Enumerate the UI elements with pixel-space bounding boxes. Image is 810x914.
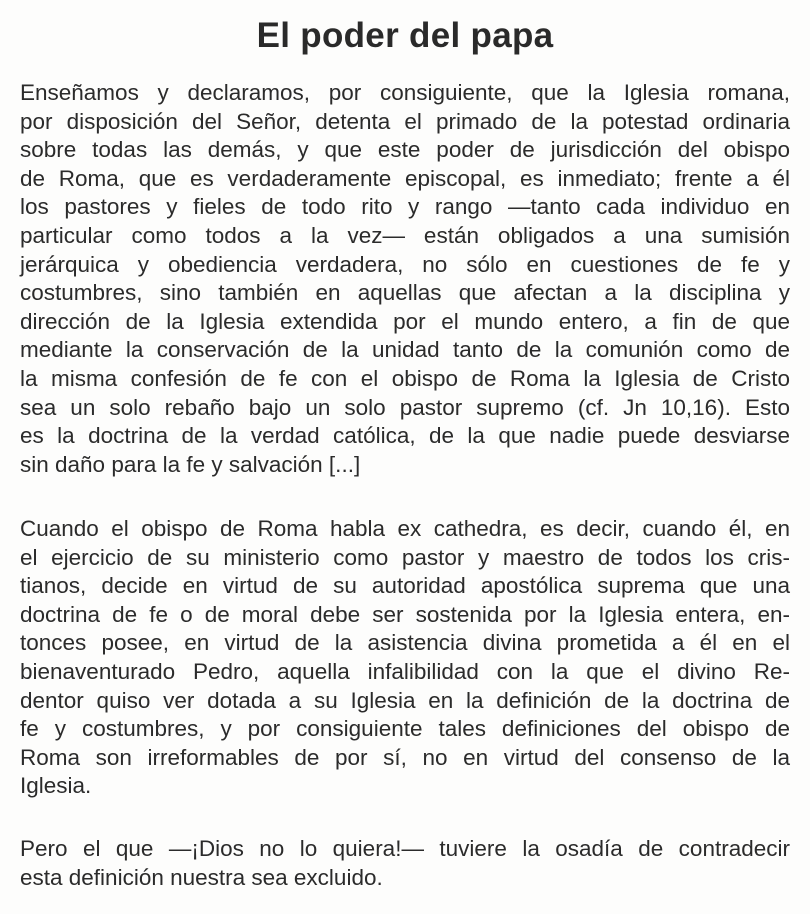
text-line: Pero el que —¡Dios no lo quiera!— tuviere la osadía de contradecir bbox=[20, 836, 790, 861]
text-line: fe y costumbres, y por consiguiente tales definiciones del obispo de bbox=[20, 716, 790, 742]
text-line: el ejercicio de su ministerio como pastor y maestro de todos los cris- bbox=[20, 544, 790, 570]
text-line: dirección de la Iglesia extendida por el mundo entero, a fin de que bbox=[20, 308, 790, 334]
text-line: es la doctrina de la verdad católica, de la que nadie puede desviarse bbox=[20, 423, 790, 449]
text-line: costumbres, sino también en aquellas que afectan a la disciplina y bbox=[20, 280, 790, 306]
text-line: por disposición del Señor, detenta el primado de la potestad ordinaria bbox=[20, 108, 790, 134]
text-line: sobre todas las demás, y que este poder de jurisdicción del obispo bbox=[20, 137, 790, 163]
text-line: mediante la conservación de la unidad tanto de la comunión como de bbox=[20, 337, 790, 363]
text-line: tonces posee, en virtud de la asistencia divina prometida a él en el bbox=[20, 630, 790, 656]
paragraph-primacy bbox=[20, 79, 790, 479]
page-title: El poder del papa bbox=[256, 16, 554, 55]
text-line: Roma son irreformables de por sí, no en virtud del consenso de la bbox=[20, 744, 790, 770]
text-line: la misma confesión de fe con el obispo de Roma la Iglesia de Cristo bbox=[20, 365, 790, 391]
text-line: esta definición nuestra sea excluido. bbox=[20, 864, 383, 890]
text-line: bienaventurado Pedro, aquella infalibilidad con la que el divino Re- bbox=[20, 658, 790, 684]
text-line: Iglesia. bbox=[20, 773, 92, 799]
text-line: Cuando el obispo de Roma habla ex cathedra, es decir, cuando él, en bbox=[20, 516, 790, 541]
paragraph-anathema bbox=[20, 835, 790, 892]
text-line: los pastores y fieles de todo rito y rango —tanto cada individuo en bbox=[20, 194, 790, 220]
text-line: sea un solo rebaño bajo un solo pastor supremo (cf. Jn 10,16). Esto bbox=[20, 394, 790, 420]
text-line: jerárquica y obediencia verdadera, no sólo en cuestiones de fe y bbox=[20, 251, 790, 277]
text-line: de Roma, que es verdaderamente episcopal, es inmediato; frente a él bbox=[20, 165, 790, 191]
text-line: dentor quiso ver dotada a su Iglesia en la definición de la doctrina de bbox=[20, 687, 790, 713]
text-line: particular como todos a la vez— están obligados a una sumisión bbox=[20, 222, 790, 248]
text-line: Enseñamos y declaramos, por consiguiente, que la Iglesia romana, bbox=[20, 80, 790, 105]
text-line: tianos, decide en virtud de su autoridad apostólica suprema que una bbox=[20, 573, 790, 599]
text-line: sin daño para la fe y salvación [...] bbox=[20, 451, 361, 477]
text-line: doctrina de fe o de moral debe ser sostenida por la Iglesia entera, en- bbox=[20, 601, 790, 627]
paragraph-infallibility bbox=[20, 515, 790, 801]
